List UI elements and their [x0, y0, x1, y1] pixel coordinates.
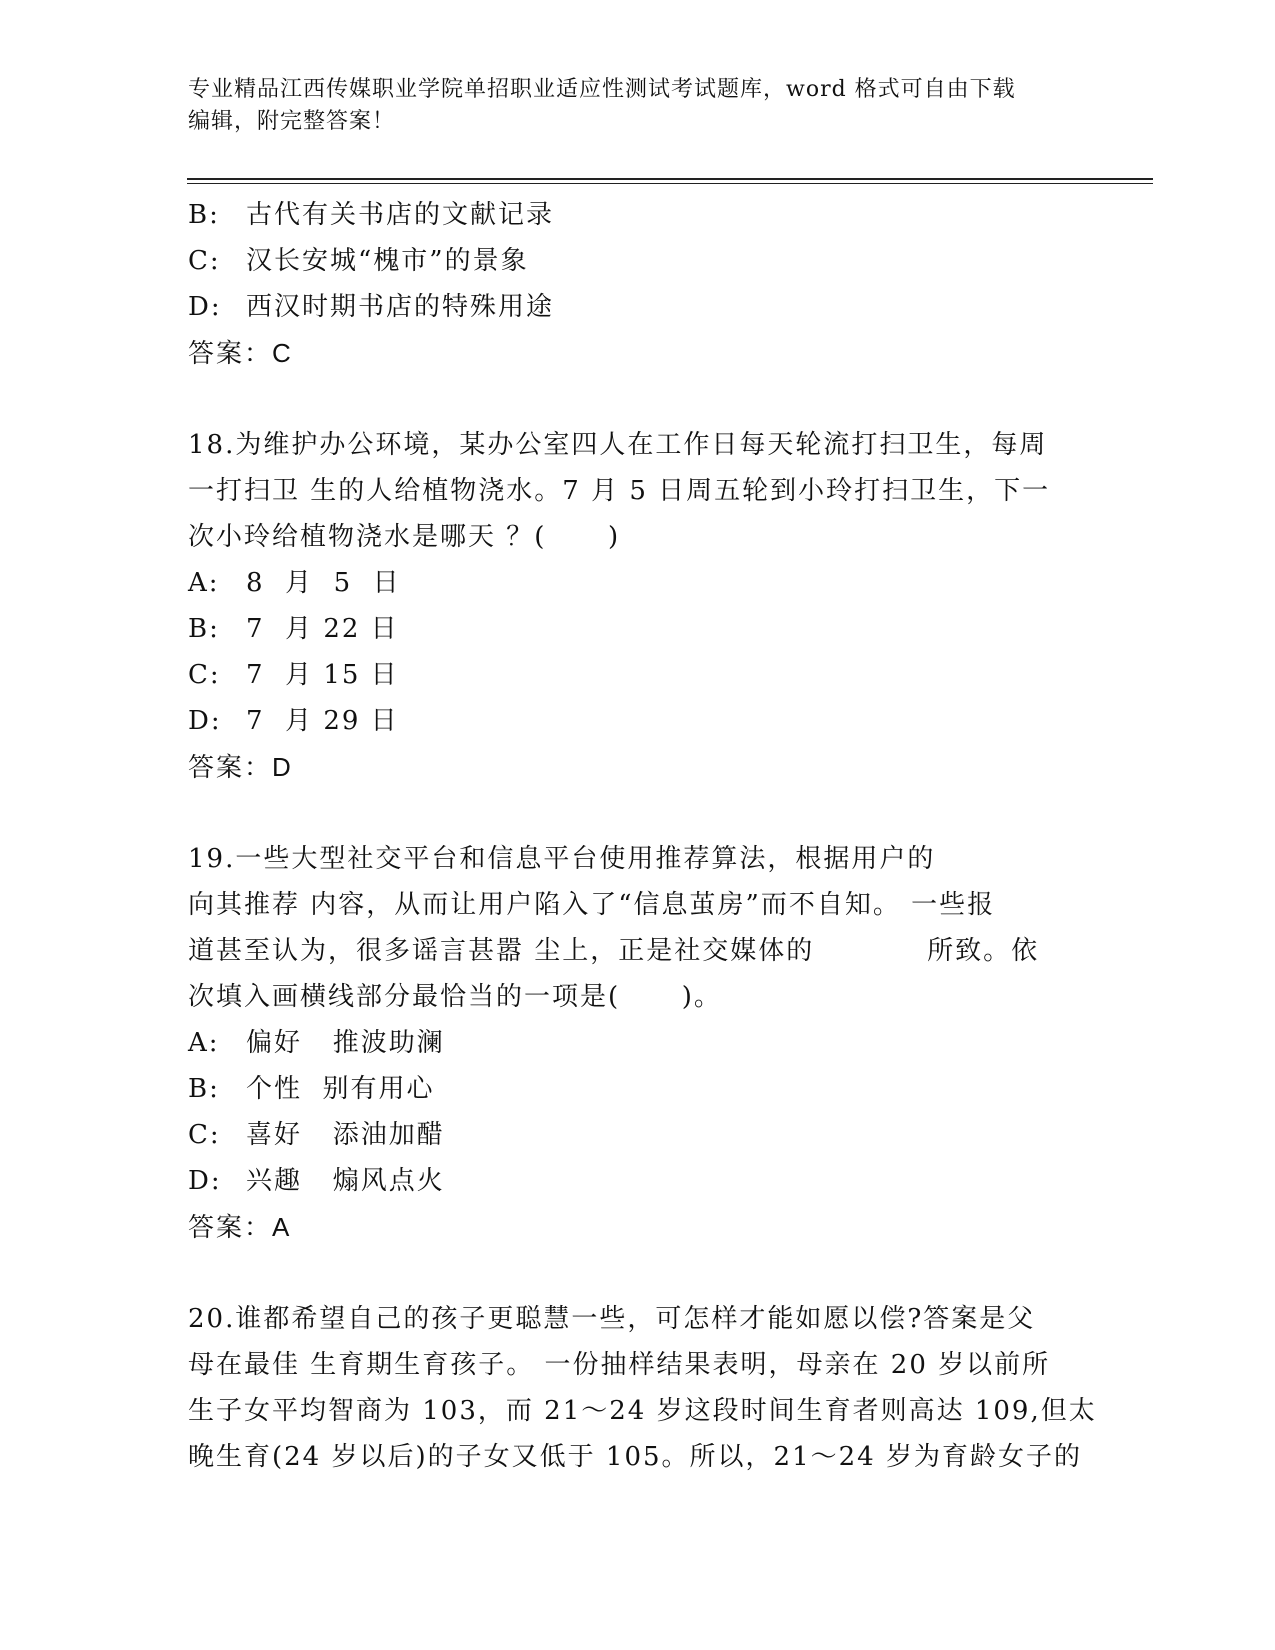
- option-text: 古代有关书店的文献记录: [246, 200, 555, 230]
- question-text-line: 晚生育(24 岁以后)的子女又低于 105。所以，21～24 岁为育龄女子的: [188, 1442, 1082, 1472]
- header-rule-thick: [187, 178, 1153, 180]
- option-text: 汉长安城“槐市”的景象: [246, 246, 529, 276]
- option-letter: B:: [188, 200, 220, 230]
- option-letter: C:: [188, 1120, 221, 1150]
- option-text: 喜好 添油加醋: [246, 1120, 445, 1150]
- question-text-line: 次填入画横线部分最恰当的一项是( )。: [188, 982, 722, 1012]
- answer-line: 答案：D: [188, 752, 293, 782]
- option-letter: D:: [188, 292, 222, 322]
- question-text-line: 次小玲给植物浇水是哪天 ？( ): [188, 522, 621, 552]
- option-c: [188, 652, 1088, 698]
- question-content: [188, 192, 1097, 1480]
- option-letter: A:: [188, 568, 220, 598]
- option-text: 7 月 29 日: [246, 706, 399, 736]
- question-text-line: 生子女平均智商为 103，而 21～24 岁这段时间生育者则高达 109,但太: [188, 1396, 1097, 1426]
- question-text-line: 道甚至认为，很多谣言甚嚣 尘上，正是社交媒体的 所致。依: [188, 936, 1040, 966]
- option-c: [188, 1112, 1088, 1158]
- option-d: [188, 284, 1088, 330]
- option-text: 7 月 15 日: [246, 660, 399, 690]
- option-d: [188, 698, 1088, 744]
- option-b: [188, 606, 1088, 652]
- document-header: [188, 74, 1088, 138]
- option-text: 7 月 22 日: [246, 614, 399, 644]
- option-text: 西汉时期书店的特殊用途: [246, 292, 555, 322]
- header-line-2: 编辑，附完整答案！: [188, 109, 396, 134]
- question-text-line: 20.谁都希望自己的孩子更聪慧一些，可怎样才能如愿以偿?答案是父: [188, 1304, 1036, 1334]
- option-b: [188, 1066, 1088, 1112]
- header-rule-thin: [187, 183, 1153, 184]
- question-text-line: 19.一些大型社交平台和信息平台使用推荐算法，根据用户的: [188, 844, 936, 874]
- question-text-line: 一打扫卫 生的人给植物浇水。7 月 5 日周五轮到小玲打扫卫生，下一: [188, 476, 1051, 506]
- option-c: [188, 238, 1088, 284]
- question-text-line: 18.为维护办公环境，某办公室四人在工作日每天轮流打扫卫生，每周: [188, 430, 1048, 460]
- question-text-line: 向其推荐 内容，从而让用户陷入了“信息茧房”而不自知。 一些报: [188, 890, 996, 920]
- option-d: [188, 1158, 1088, 1204]
- option-text: 8 月 5 日: [246, 568, 401, 598]
- option-text: 个性 别有用心: [246, 1074, 435, 1104]
- option-letter: C:: [188, 660, 221, 690]
- option-b: [188, 192, 1088, 238]
- option-letter: C:: [188, 246, 221, 276]
- option-a: [188, 1020, 1088, 1066]
- option-letter: A:: [188, 1028, 220, 1058]
- answer-line: 答案：C: [188, 338, 293, 368]
- option-letter: D:: [188, 706, 222, 736]
- option-letter: B:: [188, 1074, 220, 1104]
- option-letter: D:: [188, 1166, 222, 1196]
- option-a: [188, 560, 1088, 606]
- option-text: 兴趣 煽风点火: [246, 1166, 445, 1196]
- answer-line: 答案：A: [188, 1212, 292, 1242]
- option-letter: B:: [188, 614, 220, 644]
- question-text-line: 母在最佳 生育期生育孩子。 一份抽样结果表明，母亲在 20 岁以前所: [188, 1350, 1051, 1380]
- header-line-1: 专业精品江西传媒职业学院单招职业适应性测试考试题库，word 格式可自由下载: [188, 77, 1016, 102]
- option-text: 偏好 推波助澜: [246, 1028, 445, 1058]
